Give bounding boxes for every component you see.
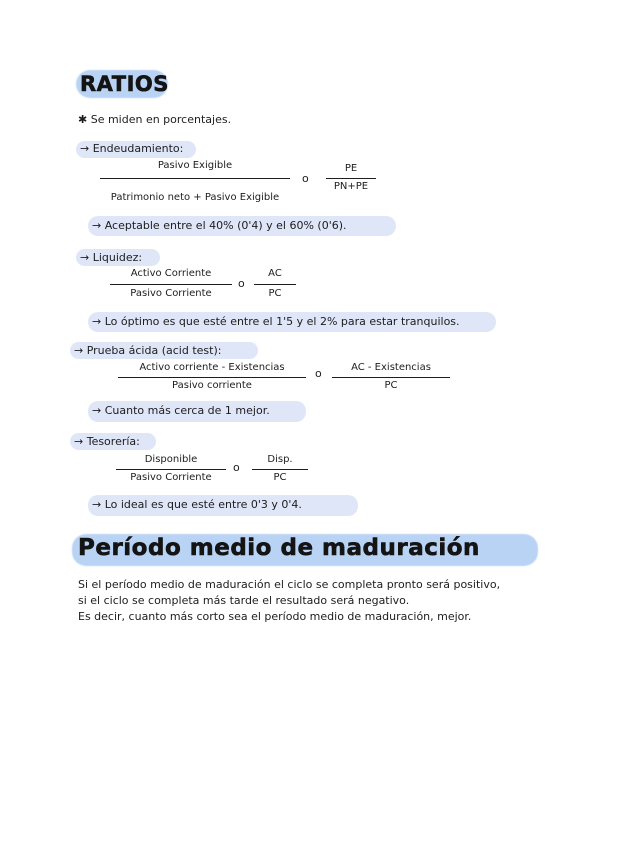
endeudamiento-heading: → Endeudamiento: <box>80 142 184 155</box>
liquidez-or: o <box>238 277 245 290</box>
tesoreria-or: o <box>233 461 240 474</box>
pmm-line-2: si el ciclo se completa más tarde el resultado será negativo. <box>78 594 410 607</box>
endeudamiento-denominator: Patrimonio neto + Pasivo Exigible <box>110 192 280 203</box>
pmm-line-3: Es decir, cuanto más corto sea el período medio de maduración, mejor. <box>78 610 472 623</box>
liquidez-note: → Lo óptimo es que esté entre el 1'5 y el 2% para estar tranquilos. <box>92 315 460 328</box>
pmm-title: Período medio de maduración <box>78 535 480 561</box>
tesoreria-alt-numerator: Disp. <box>267 454 293 465</box>
tesoreria-heading: → Tesorería: <box>74 435 140 448</box>
liquidez-heading: → Liquidez: <box>80 251 143 264</box>
tesoreria-denominator: Pasivo Corriente <box>130 472 212 483</box>
endeudamiento-fraction-bar <box>100 178 290 179</box>
tesoreria-note: → Lo ideal es que esté entre 0'3 y 0'4. <box>92 498 302 511</box>
prueba-acida-alt-fraction-bar <box>332 377 450 378</box>
prueba-acida-numerator: Activo corriente - Existencias <box>139 362 285 373</box>
endeudamiento-numerator: Pasivo Exigible <box>157 160 233 171</box>
tesoreria-fraction-bar <box>116 469 226 470</box>
prueba-acida-alt-numerator: AC - Existencias <box>351 362 431 373</box>
endeudamiento-note: → Aceptable entre el 40% (0'4) y el 60% (0'6). <box>92 219 347 232</box>
tesoreria-alt-fraction-bar <box>252 469 308 470</box>
prueba-acida-alt-denominator: PC <box>384 380 398 391</box>
tesoreria-alt-denominator: PC <box>273 472 287 483</box>
liquidez-alt-fraction-bar <box>254 284 296 285</box>
pmm-line-1: Si el período medio de maduración el ciclo se completa pronto será positivo, <box>78 578 501 591</box>
ratios-title: RATIOS <box>80 72 169 96</box>
liquidez-alt-numerator: AC <box>268 268 282 279</box>
prueba-acida-fraction-bar <box>118 377 306 378</box>
endeudamiento-alt-denominator: PN+PE <box>333 181 369 192</box>
endeudamiento-alt-numerator: PE <box>344 163 358 174</box>
liquidez-numerator: Activo Corriente <box>130 268 212 279</box>
endeudamiento-or: o <box>302 172 309 185</box>
liquidez-alt-denominator: PC <box>268 288 282 299</box>
liquidez-fraction-bar <box>110 284 232 285</box>
prueba-acida-denominator: Pasivo corriente <box>172 380 252 391</box>
intro-note: ✱ Se miden en porcentajes. <box>78 113 232 126</box>
prueba-acida-heading: → Prueba ácida (acid test): <box>74 344 222 357</box>
prueba-acida-or: o <box>315 367 322 380</box>
endeudamiento-alt-fraction-bar <box>326 178 376 179</box>
liquidez-denominator: Pasivo Corriente <box>130 288 212 299</box>
tesoreria-numerator: Disponible <box>144 454 198 465</box>
prueba-acida-note: → Cuanto más cerca de 1 mejor. <box>92 404 270 417</box>
